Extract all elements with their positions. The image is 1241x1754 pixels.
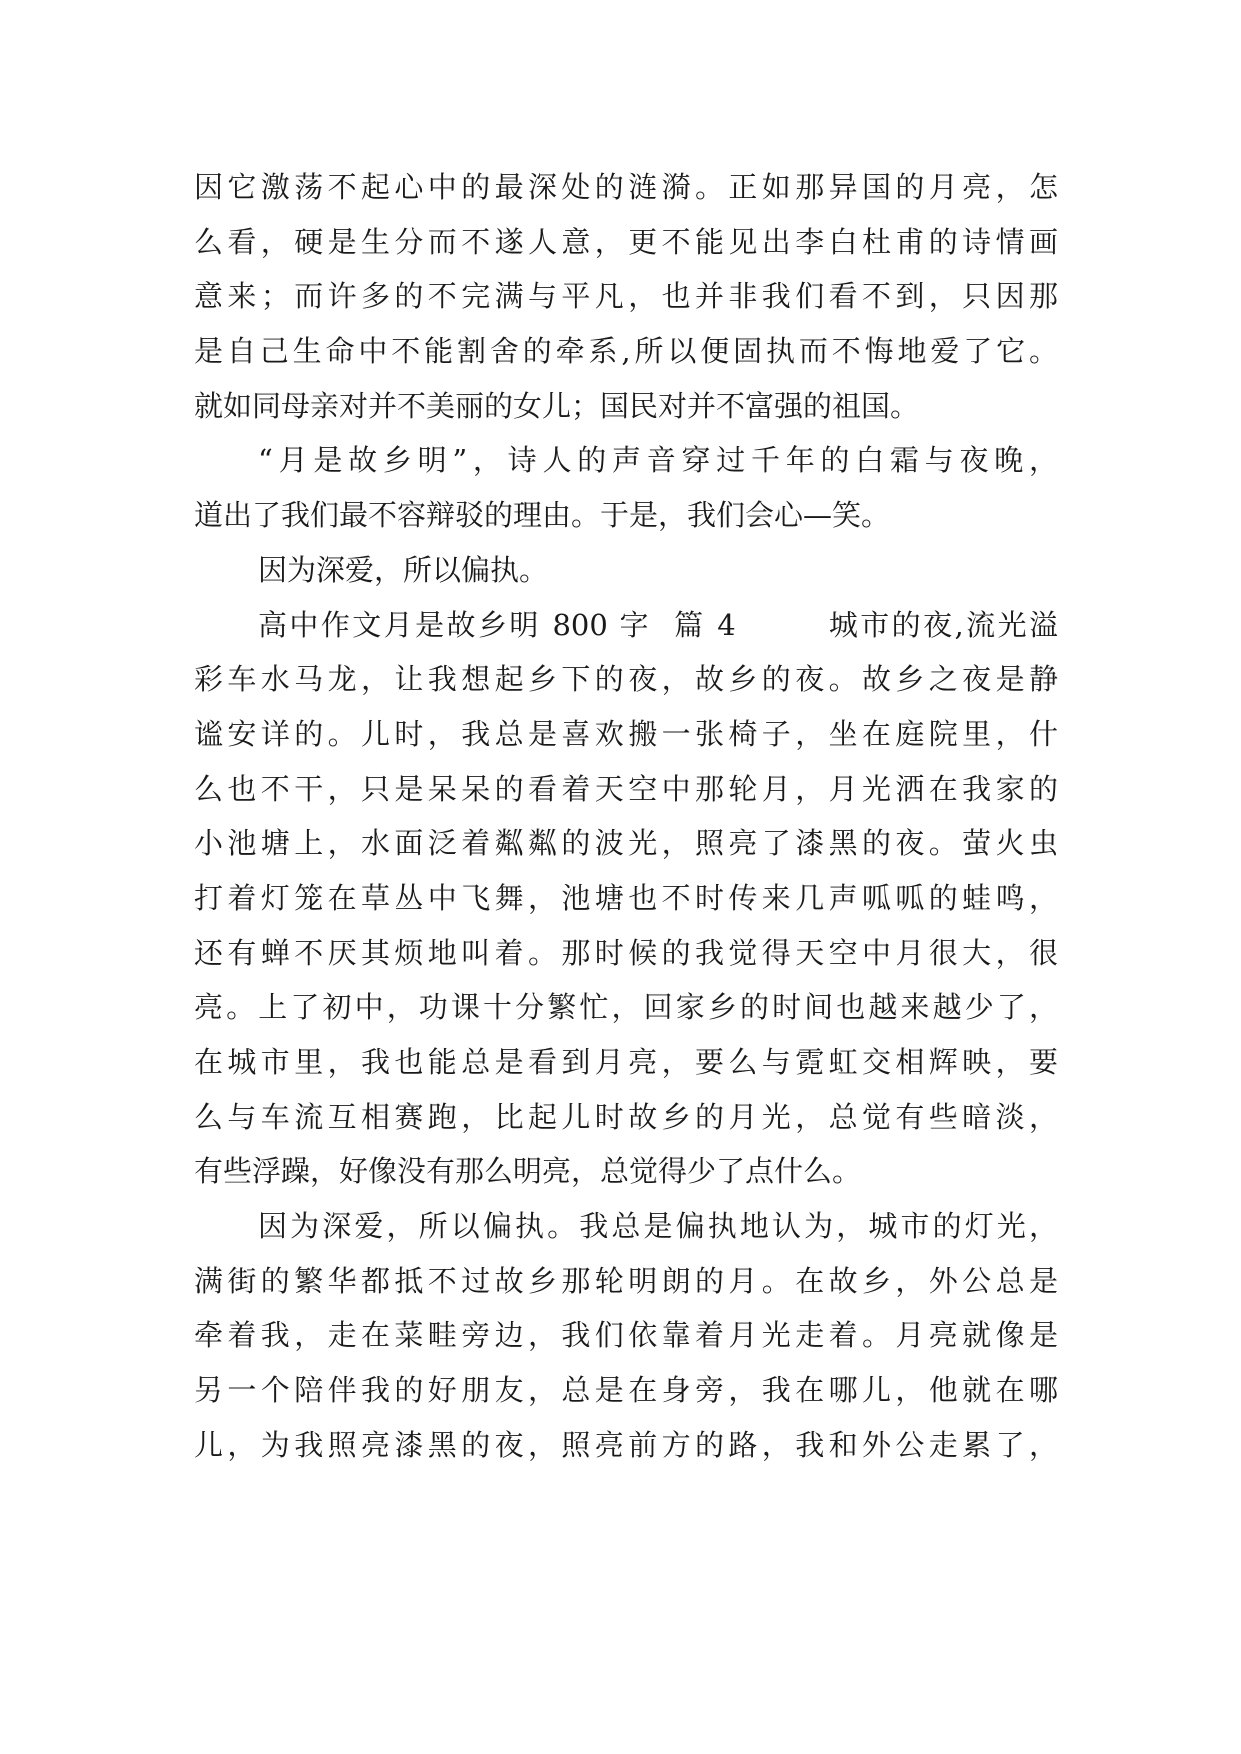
text-line: 儿，为我照亮漆黑的夜，照亮前方的路，我和外公走累了， — [194, 1427, 1058, 1462]
text-line: 因它激荡不起心中的最深处的涟漪。正如那异国的月亮，怎 — [194, 170, 1058, 204]
text-line: 因为深爱，所以偏执。我总是偏执地认为，城市的灯光， — [258, 1209, 1058, 1244]
text-line: 有些浮躁，好像没有那么明亮，总觉得少了点什么。 — [194, 1154, 862, 1189]
text-line: 还有蝉不厌其烦地叫着。那时候的我觉得天空中月很大，很 — [194, 935, 1058, 970]
text-line: 另一个陪伴我的好朋友，总是在身旁，我在哪儿，他就在哪 — [194, 1373, 1058, 1408]
text-line: 意来；而许多的不完满与平凡，也并非我们看不到，只因那 — [194, 279, 1058, 314]
text-line: 谧安详的。儿时，我总是喜欢搬一张椅子，坐在庭院里，什 — [194, 716, 1058, 751]
text-line: 亮。上了初中，功课十分繁忙，回家乡的时间也越来越少了， — [194, 990, 1058, 1025]
text-line: “月是故乡明”，诗人的声音穿过千年的白霜与夜晚， — [258, 443, 1058, 478]
text-line: 牵着我，走在菜畦旁边，我们依靠着月光走着。月亮就像是 — [194, 1318, 1058, 1353]
essay-heading-line: 高中作文月是故乡明 800 字 篇 4 城市的夜,流光溢 — [258, 607, 1058, 642]
text-line: 是自己生命中不能割舍的牵系,所以便固执而不悔地爱了它。 — [194, 334, 1058, 369]
text-line: 么看，硬是生分而不遂人意，更不能见出李白杜甫的诗情画 — [194, 224, 1058, 259]
text-line: 么与车流互相赛跑，比起儿时故乡的月光，总觉有些暗淡， — [194, 1099, 1058, 1134]
text-line: 彩车水马龙，让我想起乡下的夜，故乡的夜。故乡之夜是静 — [194, 662, 1058, 697]
text-line: 小池塘上，水面泛着粼粼的波光，照亮了漆黑的夜。萤火虫 — [194, 826, 1058, 861]
text-line: 满街的繁华都抵不过故乡那轮明朗的月。在故乡，外公总是 — [194, 1263, 1058, 1298]
text-line: 在城市里，我也能总是看到月亮，要么与霓虹交相辉映，要 — [194, 1045, 1058, 1079]
text-line: 就如同母亲对并不美丽的女儿；国民对并不富强的祖国。 — [194, 388, 920, 423]
text-line: 道出了我们最不容辩驳的理由。于是，我们会心—笑。 — [194, 498, 891, 533]
text-line: 么也不干，只是呆呆的看着天空中那轮月，月光洒在我家的 — [194, 771, 1058, 806]
text-line: 因为深爱，所以偏执。 — [258, 552, 549, 587]
text-line: 打着灯笼在草丛中飞舞，池塘也不时传来几声呱呱的蛙鸣， — [194, 880, 1058, 915]
essay-body — [194, 160, 1058, 1473]
